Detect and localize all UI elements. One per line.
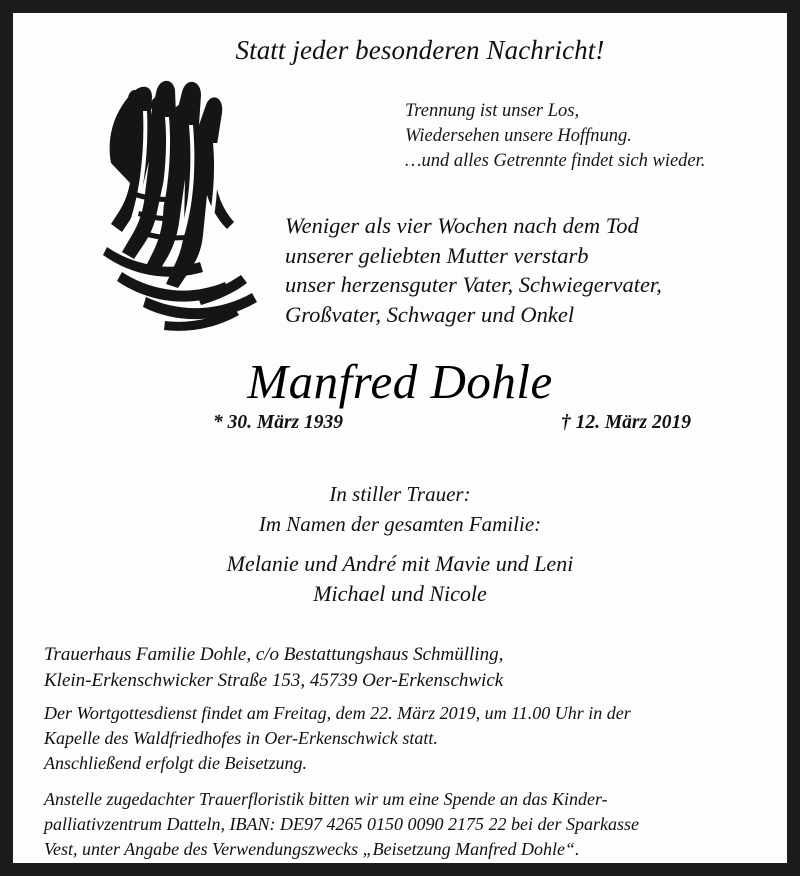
card-surface bbox=[13, 13, 787, 863]
death-date: † 12. März 2019 bbox=[560, 412, 691, 433]
announcement-line: unserer geliebten Mutter verstarb bbox=[285, 242, 589, 268]
verse-block bbox=[405, 99, 705, 174]
donation-line: Vest, unter Angabe des Verwendungszwecks „Beisetzung Manfred Dohle“. bbox=[44, 839, 580, 859]
announcement-line: unser herzensguter Vater, Schwiegervater, bbox=[285, 272, 662, 297]
donation-request bbox=[44, 787, 759, 862]
announcement-block bbox=[285, 211, 662, 329]
deceased-name: Manfred Dohle bbox=[247, 354, 553, 409]
headline-text: Statt jeder besonderen Nachricht! bbox=[235, 35, 605, 65]
mourning-intro-line: Im Namen der gesamten Familie: bbox=[258, 512, 542, 536]
verse-line: …und alles Getrennte findet sich wieder. bbox=[405, 151, 706, 171]
praying-hands-icon bbox=[47, 59, 277, 331]
announcement-line: Großvater, Schwager und Onkel bbox=[285, 301, 575, 327]
mourner-name-line: Melanie und André mit Mavie und Leni bbox=[226, 551, 574, 576]
donation-line: palliativzentrum Datteln, IBAN: DE97 4265 0150 0090 2175 22 bei der Sparkasse bbox=[44, 814, 639, 834]
mourning-intro bbox=[13, 479, 787, 539]
verse-line: Trennung ist unser Los, bbox=[405, 101, 580, 121]
mourning-intro-line: In stiller Trauer: bbox=[329, 482, 471, 506]
service-line: Der Wortgottesdienst findet am Freitag, dem 22. März 2019, um 11.00 Uhr in der bbox=[44, 703, 631, 723]
donation-line: Anstelle zugedachter Trauerfloristik bitten wir um eine Spende an das Kinder- bbox=[44, 789, 608, 809]
mourner-names bbox=[13, 549, 787, 609]
card-border-frame bbox=[9, 9, 791, 867]
funeral-home-address bbox=[44, 642, 759, 694]
funeral-home-line: Klein-Erkenschwicker Straße 153, 45739 Oer-Erkenschwick bbox=[44, 670, 504, 691]
mourner-name-line: Michael und Nicole bbox=[313, 581, 487, 606]
life-dates bbox=[213, 412, 691, 434]
service-line: Kapelle des Waldfriedhofes in Oer-Erkenschwick statt. bbox=[44, 728, 438, 748]
funeral-home-line: Trauerhaus Familie Dohle, c/o Bestattungshaus Schmülling, bbox=[44, 644, 504, 665]
service-details bbox=[44, 701, 759, 776]
announcement-line: Weniger als vier Wochen nach dem Tod bbox=[285, 213, 639, 238]
service-line: Anschließend erfolgt die Beisetzung. bbox=[44, 753, 307, 773]
birth-date: * 30. März 1939 bbox=[213, 412, 344, 433]
verse-line: Wiedersehen unsere Hoffnung. bbox=[405, 126, 632, 146]
